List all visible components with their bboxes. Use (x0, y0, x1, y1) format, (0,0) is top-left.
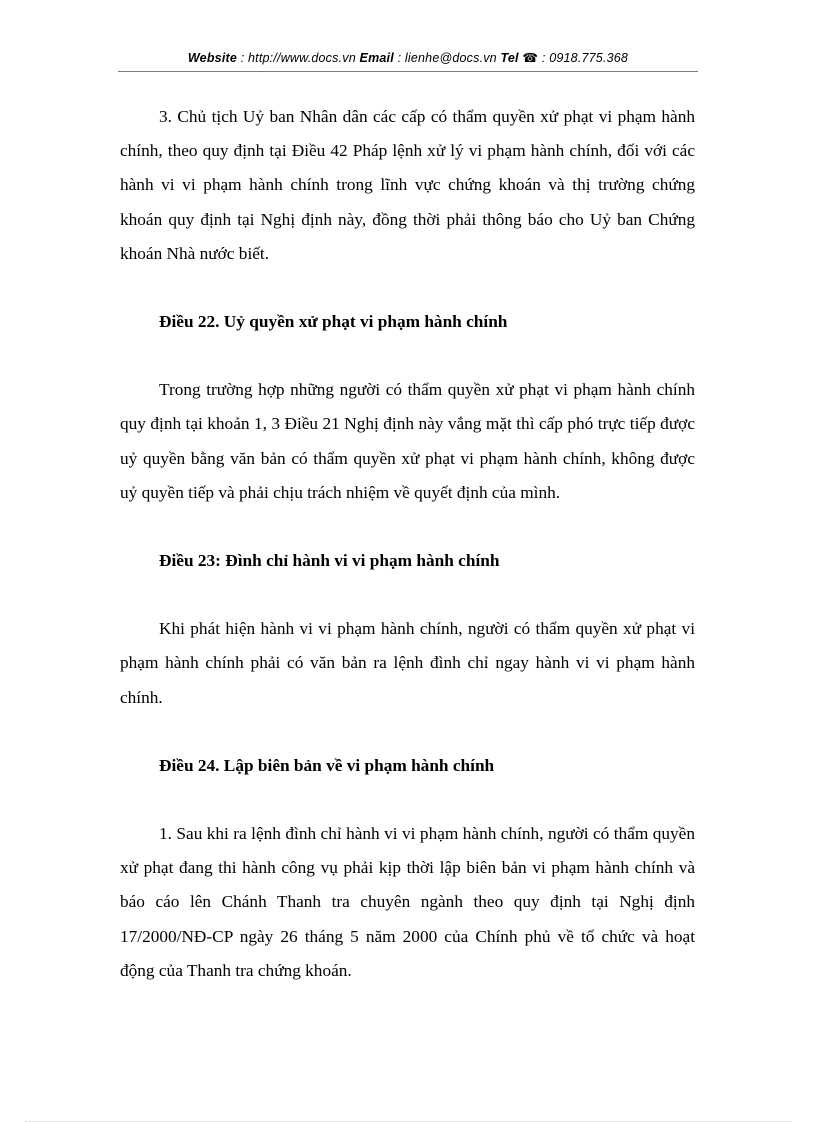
article-23-body: Khi phát hiện hành vi vi phạm hành chính, người có thẩm quyền xử phạt vi phạm hành chính phải có văn bản ra lệnh đình chỉ ngay hành vi vi phạm hành chính. (120, 619, 695, 707)
intro-paragraph: 3. Chủ tịch Uỷ ban Nhân dân các cấp có thẩm quyền xử phạt vi phạm hành chính, theo quy định tại Điều 42 Pháp lệnh xử lý vi phạm hành chính, đối với các hành vi vi phạm hành chính trong lĩnh vực chứng khoán và thị trường chứng khoán quy định tại Nghị định này, đồng thời phải thông báo cho Uỷ ban Chứng khoán Nhà nước biết. (120, 107, 695, 263)
spacer (120, 578, 695, 612)
email-value: : lienhe@docs.vn (393, 51, 501, 65)
article-22-body: Trong trường hợp những người có thẩm quyền xử phạt vi phạm hành chính quy định tại khoản 1, 3 Điều 21 Nghị định này vắng mặt thì cấp phó trực tiếp được uỷ quyền bằng văn bản có thẩm quyền xử phạt vi phạm hành chính, không được uỷ quyền tiếp và phải chịu trách nhiệm về quyết định của mình. (120, 380, 695, 502)
article-24-title: Điều 24. Lập biên bản về vi phạm hành chính (159, 755, 495, 775)
article-23-title: Điều 23: Đình chỉ hành vi vi phạm hành chính (159, 551, 500, 571)
email-label: Email (359, 51, 394, 65)
tel-label: Tel (500, 51, 519, 65)
tel-value: : 0918.775.368 (538, 51, 629, 65)
footer-divider (25, 1121, 791, 1122)
website-value: : http://www.docs.vn (237, 51, 360, 65)
spacer (120, 715, 695, 749)
article-22-title: Điều 22. Uỷ quyền xử phạt vi phạm hành chính (159, 312, 508, 332)
header-divider (118, 71, 698, 72)
phone-icon: ☎ (522, 51, 539, 65)
article-24-body: 1. Sau khi ra lệnh đình chỉ hành vi vi phạm hành chính, người có thẩm quyền xử phạt đang thi hành công vụ phải kịp thời lập biên bản vi phạm hành chính và báo cáo lên Chánh Thanh tra chuyên ngành theo quy định tại Nghị định 17/2000/NĐ-CP ngày 26 tháng 5 năm 2000 của Chính phủ về tổ chức và hoạt động của Thanh tra chứng khoán. (120, 824, 695, 980)
page-header (118, 50, 698, 65)
spacer (120, 510, 695, 544)
spacer (120, 339, 695, 373)
spacer (120, 271, 695, 305)
website-label: Website (187, 51, 238, 65)
spacer (120, 783, 695, 817)
document-body (120, 100, 695, 988)
